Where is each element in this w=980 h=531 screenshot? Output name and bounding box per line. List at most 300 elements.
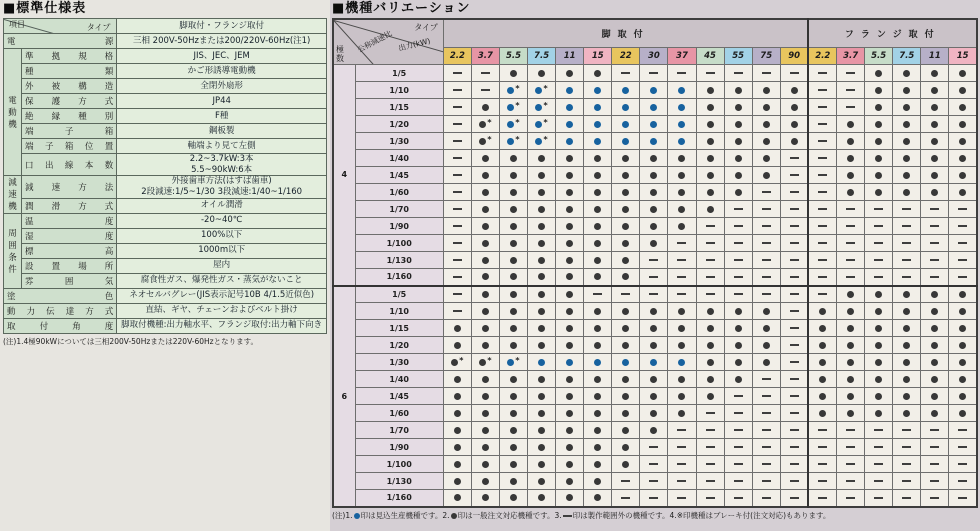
output-header: 11 xyxy=(921,48,949,65)
availability-cell xyxy=(584,286,612,303)
dash-icon xyxy=(621,480,630,482)
availability-cell xyxy=(696,422,724,439)
label-char: 標 xyxy=(25,246,34,257)
output-header: 5.5 xyxy=(865,48,893,65)
availability-cell xyxy=(640,320,668,337)
availability-cell xyxy=(921,456,949,473)
availability-cell xyxy=(528,439,556,456)
availability-cell xyxy=(865,286,893,303)
availability-cell xyxy=(865,354,893,371)
dash-icon xyxy=(734,395,743,397)
availability-cell xyxy=(696,65,724,82)
dash-icon xyxy=(902,480,911,482)
brake-mark: * xyxy=(543,134,548,144)
order-dot-icon xyxy=(959,291,966,298)
availability-cell xyxy=(612,388,640,405)
dash-icon xyxy=(818,259,827,261)
dash-icon xyxy=(958,480,967,482)
availability-cell xyxy=(668,456,696,473)
label-char: 伝 xyxy=(46,306,55,317)
availability-cell xyxy=(724,235,752,252)
dash-icon xyxy=(453,72,462,74)
order-dot-icon xyxy=(479,138,486,145)
availability-cell xyxy=(584,184,612,201)
order-dot-icon xyxy=(479,359,486,366)
availability-cell xyxy=(808,286,836,303)
order-dot-icon xyxy=(510,206,517,213)
order-dot-icon xyxy=(650,410,657,417)
availability-cell xyxy=(949,320,977,337)
availability-cell xyxy=(528,320,556,337)
order-dot-icon xyxy=(847,325,854,332)
ratio-label-cell: 1/20 xyxy=(355,116,443,133)
spec-item-label xyxy=(22,228,117,243)
order-dot-icon xyxy=(482,308,489,315)
availability-cell xyxy=(724,456,752,473)
stock-dot-icon xyxy=(566,138,573,145)
dash-icon xyxy=(762,225,771,227)
availability-cell xyxy=(949,371,977,388)
availability-cell xyxy=(471,286,499,303)
output-header: 3.7 xyxy=(471,48,499,65)
order-dot-icon xyxy=(594,240,601,247)
order-dot-icon xyxy=(482,155,489,162)
availability-cell xyxy=(556,354,584,371)
availability-cell xyxy=(668,286,696,303)
order-dot-icon xyxy=(482,257,489,264)
availability-cell xyxy=(471,388,499,405)
order-dot-icon xyxy=(650,325,657,332)
label-text xyxy=(25,181,113,193)
order-dot-icon xyxy=(482,444,489,451)
availability-cell xyxy=(640,473,668,490)
dash-icon xyxy=(930,276,939,278)
availability-cell xyxy=(724,167,752,184)
spec-row xyxy=(4,258,327,273)
dash-icon xyxy=(790,446,799,448)
availability-cell xyxy=(865,133,893,150)
label-char: 端 xyxy=(25,142,34,152)
availability-cell xyxy=(668,252,696,269)
order-dot-icon xyxy=(931,291,938,298)
spec-row xyxy=(4,79,327,94)
availability-cell xyxy=(668,405,696,422)
order-dot-icon xyxy=(735,342,742,349)
availability-cell xyxy=(752,354,780,371)
availability-cell xyxy=(640,303,668,320)
availability-cell xyxy=(528,490,556,507)
availability-cell xyxy=(471,252,499,269)
availability-cell xyxy=(696,439,724,456)
availability-cell xyxy=(949,388,977,405)
dash-icon xyxy=(846,259,855,261)
order-dot-icon xyxy=(566,189,573,196)
order-dot-icon xyxy=(622,257,629,264)
dash-icon xyxy=(734,429,743,431)
order-dot-icon xyxy=(819,376,826,383)
availability-cell xyxy=(443,201,471,218)
order-dot-icon xyxy=(479,121,486,128)
order-dot-icon xyxy=(650,155,657,162)
availability-cell xyxy=(808,116,836,133)
availability-cell xyxy=(471,354,499,371)
order-dot-icon xyxy=(538,494,545,501)
order-dot-icon xyxy=(931,104,938,111)
availability-cell xyxy=(471,337,499,354)
availability-cell xyxy=(471,371,499,388)
availability-cell xyxy=(612,473,640,490)
availability-cell xyxy=(612,133,640,150)
label-char: 方 xyxy=(78,201,87,212)
dash-icon xyxy=(958,446,967,448)
spec-row xyxy=(4,303,327,318)
order-dot-icon xyxy=(959,393,966,400)
spec-item-label xyxy=(22,64,117,79)
dash-icon xyxy=(958,429,967,431)
availability-cell xyxy=(696,116,724,133)
availability-cell xyxy=(808,201,836,218)
availability-cell xyxy=(584,388,612,405)
order-dot-icon xyxy=(903,342,910,349)
dash-icon xyxy=(453,259,462,261)
availability-cell xyxy=(499,354,527,371)
availability-cell xyxy=(556,218,584,235)
dash-icon xyxy=(649,293,658,295)
spec-row xyxy=(4,94,327,109)
availability-cell xyxy=(443,473,471,490)
availability-cell xyxy=(780,116,808,133)
dash-icon xyxy=(930,497,939,499)
availability-cell xyxy=(893,150,921,167)
dash-icon xyxy=(930,429,939,431)
availability-cell xyxy=(752,337,780,354)
availability-cell xyxy=(724,388,752,405)
label-text xyxy=(7,320,113,332)
availability-cell xyxy=(528,252,556,269)
availability-cell xyxy=(499,439,527,456)
availability-cell xyxy=(499,167,527,184)
availability-cell xyxy=(696,473,724,490)
order-dot-icon xyxy=(482,206,489,213)
availability-cell xyxy=(808,218,836,235)
label-char: 護 xyxy=(51,97,61,107)
spec-value: 外接歯車方法(はすば歯車) 2段減速:1/5~1/30 3段減速:1/40~1/160 xyxy=(117,176,327,198)
order-dot-icon xyxy=(622,155,629,162)
dash-icon xyxy=(706,72,715,74)
availability-cell xyxy=(865,167,893,184)
brake-mark: * xyxy=(515,355,520,365)
order-dot-icon xyxy=(875,410,882,417)
stock-dot-icon xyxy=(538,359,545,366)
order-dot-icon xyxy=(763,138,770,145)
stock-dot-icon xyxy=(594,104,601,111)
brake-mark: * xyxy=(487,355,492,365)
order-dot-icon xyxy=(566,70,573,77)
spec-group-label xyxy=(4,49,22,176)
availability-cell xyxy=(499,473,527,490)
availability-cell xyxy=(443,150,471,167)
dash-icon xyxy=(706,293,715,295)
dash-icon xyxy=(818,72,827,74)
order-dot-icon xyxy=(510,257,517,264)
variation-row xyxy=(333,354,977,371)
output-header: 15 xyxy=(949,48,977,65)
availability-cell xyxy=(865,422,893,439)
availability-cell xyxy=(471,150,499,167)
dash-icon xyxy=(790,242,799,244)
mount-group-header: 脚取付 xyxy=(443,19,808,48)
order-dot-icon xyxy=(538,308,545,315)
dash-icon xyxy=(734,208,743,210)
stock-dot-icon xyxy=(507,104,514,111)
order-dot-icon xyxy=(959,138,966,145)
order-dot-icon xyxy=(847,189,854,196)
order-dot-icon xyxy=(566,461,573,468)
availability-cell xyxy=(556,439,584,456)
availability-cell xyxy=(668,218,696,235)
dash-icon xyxy=(958,225,967,227)
availability-cell xyxy=(921,405,949,422)
stock-dot-icon xyxy=(594,121,601,128)
order-dot-icon xyxy=(763,342,770,349)
label-text xyxy=(7,35,113,47)
order-dot-icon xyxy=(594,155,601,162)
availability-cell xyxy=(584,116,612,133)
order-dot-icon xyxy=(678,342,685,349)
availability-cell xyxy=(780,269,808,286)
dash-icon xyxy=(790,497,799,499)
brake-mark: * xyxy=(459,355,464,365)
availability-cell xyxy=(780,320,808,337)
order-dot-icon xyxy=(959,189,966,196)
availability-cell xyxy=(780,184,808,201)
variation-row xyxy=(333,150,977,167)
dash-icon xyxy=(790,259,799,261)
brake-mark: * xyxy=(515,134,520,144)
availability-cell xyxy=(640,269,668,286)
dash-icon xyxy=(818,225,827,227)
stock-dot-icon xyxy=(507,121,514,128)
availability-cell xyxy=(808,388,836,405)
availability-cell xyxy=(556,82,584,99)
availability-cell xyxy=(696,354,724,371)
availability-cell xyxy=(752,218,780,235)
ratio-label-cell: 1/130 xyxy=(355,473,443,490)
output-header: 2.2 xyxy=(443,48,471,65)
availability-cell xyxy=(724,201,752,218)
ratio-label-cell: 1/40 xyxy=(355,371,443,388)
spec-row xyxy=(4,154,327,176)
availability-cell xyxy=(780,133,808,150)
dash-icon xyxy=(818,208,827,210)
availability-cell xyxy=(556,65,584,82)
order-dot-icon xyxy=(763,104,770,111)
availability-cell xyxy=(528,456,556,473)
spec-item-label xyxy=(22,213,117,228)
availability-cell xyxy=(893,99,921,116)
availability-cell xyxy=(499,150,527,167)
variation-row xyxy=(333,116,977,133)
availability-cell xyxy=(893,439,921,456)
order-dot-icon xyxy=(594,444,601,451)
availability-cell xyxy=(724,252,752,269)
label-char: 造 xyxy=(104,82,114,92)
availability-cell xyxy=(752,184,780,201)
availability-cell xyxy=(949,456,977,473)
availability-cell xyxy=(837,65,865,82)
availability-cell xyxy=(865,65,893,82)
stock-dot-icon xyxy=(678,359,685,366)
availability-cell xyxy=(471,269,499,286)
availability-cell xyxy=(921,150,949,167)
availability-cell xyxy=(752,473,780,490)
ratio-label-cell: 1/10 xyxy=(355,82,443,99)
availability-cell xyxy=(837,456,865,473)
order-dot-icon xyxy=(594,478,601,485)
availability-cell xyxy=(612,354,640,371)
availability-cell xyxy=(612,371,640,388)
availability-cell xyxy=(808,150,836,167)
corner-item-label: 項目 xyxy=(9,20,25,29)
spec-row xyxy=(4,198,327,213)
order-dot-icon xyxy=(931,410,938,417)
group-char: 周 xyxy=(8,228,17,239)
availability-cell xyxy=(499,405,527,422)
order-dot-icon xyxy=(482,427,489,434)
label-char: 高 xyxy=(104,246,114,257)
availability-cell xyxy=(612,286,640,303)
availability-cell xyxy=(837,218,865,235)
order-dot-icon xyxy=(538,410,545,417)
availability-cell xyxy=(780,99,808,116)
order-dot-icon xyxy=(875,342,882,349)
availability-cell xyxy=(612,218,640,235)
availability-cell xyxy=(865,116,893,133)
order-dot-icon xyxy=(819,342,826,349)
availability-cell xyxy=(499,456,527,473)
availability-cell xyxy=(949,337,977,354)
dash-icon xyxy=(930,463,939,465)
stock-dot-icon xyxy=(650,138,657,145)
availability-cell xyxy=(528,371,556,388)
order-dot-icon xyxy=(510,325,517,332)
label-char: 子 xyxy=(44,142,54,152)
order-dot-icon xyxy=(451,359,458,366)
order-dot-icon xyxy=(594,206,601,213)
availability-cell xyxy=(668,150,696,167)
label-char: 外 xyxy=(25,82,34,92)
availability-cell xyxy=(528,235,556,252)
order-dot-icon xyxy=(594,189,601,196)
order-dot-icon xyxy=(931,393,938,400)
dash-icon xyxy=(818,140,827,142)
output-header: 45 xyxy=(696,48,724,65)
availability-cell xyxy=(752,82,780,99)
availability-cell xyxy=(471,320,499,337)
label-text xyxy=(25,260,113,272)
stock-dot-icon xyxy=(622,121,629,128)
availability-cell xyxy=(837,371,865,388)
legend-text: 印は見込生産機種です。2. xyxy=(360,510,450,520)
order-dot-icon xyxy=(791,138,798,145)
availability-cell xyxy=(528,286,556,303)
stock-dot-icon xyxy=(678,87,685,94)
order-dot-icon xyxy=(931,342,938,349)
spec-value: 三相 200V-50Hzまたは200/220V-60Hz(注1) xyxy=(117,34,327,49)
dash-icon xyxy=(818,293,827,295)
availability-cell xyxy=(668,473,696,490)
availability-cell xyxy=(837,235,865,252)
group-text xyxy=(4,94,21,130)
availability-cell xyxy=(837,473,865,490)
dash-icon xyxy=(790,293,799,295)
availability-cell xyxy=(528,303,556,320)
spec-value: 直結、ギヤ、チェーンおよびベルト掛け xyxy=(117,303,327,318)
availability-cell xyxy=(668,371,696,388)
brake-mark: * xyxy=(543,100,548,110)
dash-icon xyxy=(481,89,490,91)
availability-cell xyxy=(837,439,865,456)
order-dot-icon xyxy=(622,308,629,315)
order-dot-icon xyxy=(735,308,742,315)
spec-footnote: (注)1.4極90kWについては三相200V-50Hzまたは220V-60Hzとなります。 xyxy=(3,336,258,346)
availability-cell xyxy=(837,388,865,405)
dash-icon xyxy=(677,72,686,74)
availability-cell xyxy=(837,286,865,303)
order-dot-icon xyxy=(875,325,882,332)
availability-cell xyxy=(837,269,865,286)
dash-icon xyxy=(453,174,462,176)
order-dot-icon xyxy=(735,121,742,128)
spec-row xyxy=(4,124,327,139)
availability-cell xyxy=(865,269,893,286)
availability-cell xyxy=(780,371,808,388)
label-text xyxy=(25,110,113,122)
availability-cell xyxy=(808,354,836,371)
availability-cell xyxy=(837,133,865,150)
availability-cell xyxy=(499,252,527,269)
order-dot-icon xyxy=(650,393,657,400)
dash-icon xyxy=(874,242,883,244)
order-dot-icon xyxy=(566,444,573,451)
availability-cell xyxy=(696,286,724,303)
spec-value: 屋内 xyxy=(117,258,327,273)
dash-icon xyxy=(649,259,658,261)
order-dot-icon xyxy=(959,104,966,111)
dash-icon xyxy=(930,225,939,227)
availability-cell xyxy=(837,337,865,354)
availability-cell xyxy=(865,82,893,99)
availability-cell xyxy=(893,235,921,252)
availability-cell xyxy=(921,235,949,252)
dash-icon xyxy=(930,446,939,448)
order-dot-icon xyxy=(594,70,601,77)
dash-icon xyxy=(818,157,827,159)
availability-cell xyxy=(499,320,527,337)
stock-dot-icon xyxy=(507,359,514,366)
dash-icon xyxy=(958,276,967,278)
brake-mark: * xyxy=(487,134,492,144)
availability-cell xyxy=(584,218,612,235)
dash-icon xyxy=(762,429,771,431)
mount-group-row xyxy=(333,19,977,48)
availability-cell xyxy=(921,116,949,133)
availability-cell xyxy=(640,133,668,150)
order-dot-icon xyxy=(594,257,601,264)
availability-cell xyxy=(724,490,752,507)
order-dot-icon xyxy=(566,494,573,501)
output-header: 7.5 xyxy=(528,48,556,65)
